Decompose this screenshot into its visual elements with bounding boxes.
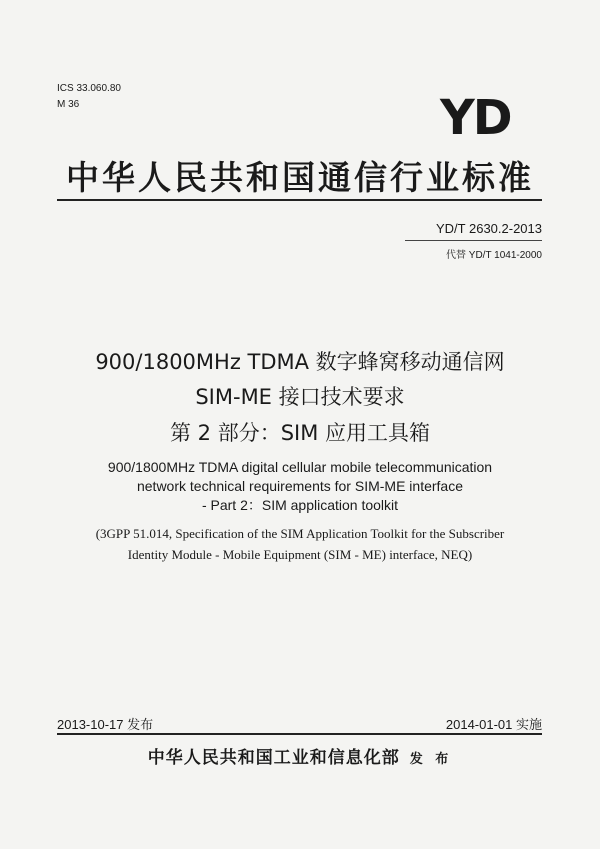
chinese-title-line-3: 第 2 部分：SIM 应用工具箱 (169, 421, 431, 445)
footer-divider (57, 733, 542, 735)
ics-code: ICS 33.060.80 (57, 83, 121, 94)
issue-label: 发 布 (409, 752, 453, 767)
class-code: M 36 (57, 99, 80, 110)
publish-date: 2013-10-17 发布 (57, 717, 154, 732)
classification-codes (57, 81, 121, 113)
chinese-title-line-1: 900/1800MHz TDMA 数字蜂窝移动通信网 (95, 350, 505, 374)
issuer-name: 中华人民共和国工业和信息化部 (147, 748, 400, 768)
standard-number: YD/T 2630.2-2013 (436, 221, 542, 236)
chinese-title-line-2: SIM-ME 接口技术要求 (195, 385, 405, 409)
standard-category-title: 中华人民共和国通信行业标准 (66, 158, 534, 197)
header-divider (57, 199, 542, 201)
english-title-line-1: 900/1800MHz TDMA digital cellular mobile telecommunication (107, 459, 493, 475)
english-title-line-2: network technical requirements for SIM-ME interface (136, 478, 463, 494)
reference-line-2: Identity Module - Mobile Equipment (SIM - ME) interface, NEQ) (127, 547, 473, 562)
replaces-note: 代替 YD/T 1041-2000 (446, 250, 542, 261)
english-title-line-3: - Part 2：SIM application toolkit (201, 497, 399, 513)
reference-line-1: (3GPP 51.014, Specification of the SIM Application Toolkit for the Subscriber (95, 526, 505, 541)
implement-date: 2014-01-01 实施 (445, 717, 542, 732)
issuer-line (0, 743, 600, 768)
number-underline (405, 240, 542, 241)
yd-logo: YD (440, 90, 511, 146)
